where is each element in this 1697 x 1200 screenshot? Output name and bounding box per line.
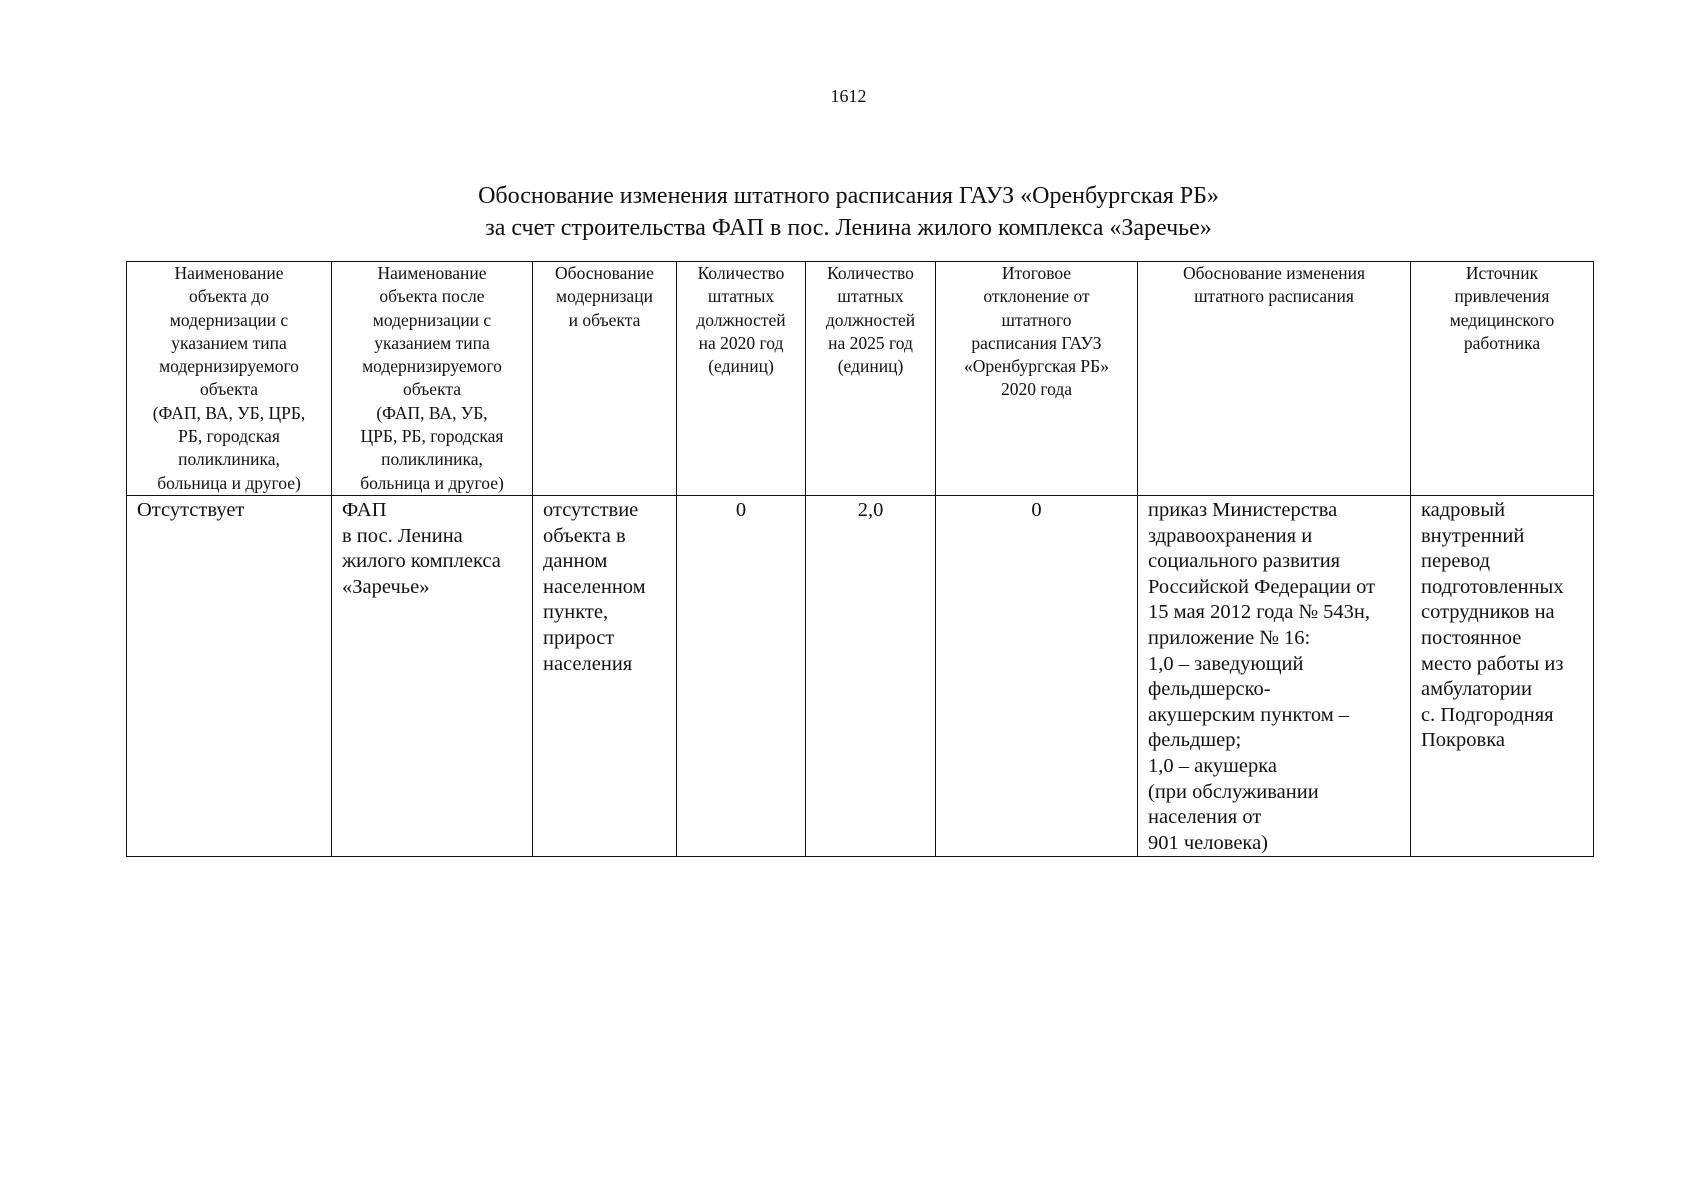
header-positions-2020-line: на 2020 год	[698, 332, 784, 353]
header-worker-source-line: медицинского	[1449, 309, 1555, 330]
cell-worker-source-line: место работы из	[1421, 652, 1564, 675]
header-object-before-line: объекта до	[189, 286, 269, 307]
header-total-deviation-line: 2020 года	[1000, 379, 1073, 400]
header-positions-2025	[806, 262, 936, 496]
header-object-after-line: (ФАП, ВА, УБ,	[376, 402, 488, 423]
cell-total-deviation: 0	[936, 496, 1138, 857]
header-positions-2025-line: (единиц)	[837, 356, 904, 377]
header-object-before-line: объекта	[200, 379, 258, 400]
header-object-before-line: модернизируемого	[159, 356, 299, 377]
header-object-before-line: больница и другое)	[157, 472, 301, 493]
header-positions-2025-line: Количество	[827, 263, 914, 283]
header-object-after-line: ЦРБ, РБ, городская	[360, 426, 504, 447]
header-modernization-justification-line: Обоснование	[555, 263, 654, 283]
header-change-basis-line: Обоснование изменения	[1182, 263, 1366, 283]
title-line-1: Обоснование изменения штатного расписания ГАУЗ «Оренбургская РБ»	[478, 183, 1219, 209]
header-positions-2020-line: должностей	[696, 309, 786, 330]
cell-modernization-justification-line: прирост	[543, 626, 615, 649]
cell-worker-source-line: внутренний	[1421, 524, 1525, 547]
cell-worker-source-line: амбулатории	[1421, 678, 1532, 701]
cell-object-before	[127, 496, 332, 857]
header-positions-2020	[677, 262, 806, 496]
cell-modernization-justification-line: пункте,	[543, 601, 609, 624]
cell-change-basis-line: приказ Министерства	[1148, 499, 1338, 521]
cell-worker-source-line: кадровый	[1421, 499, 1506, 521]
cell-object-after	[332, 496, 533, 857]
cell-worker-source-line: перевод	[1421, 550, 1491, 573]
header-object-after-line: модернизации с	[372, 309, 492, 330]
cell-change-basis-line: социального развития	[1148, 550, 1341, 573]
header-positions-2020-line: (единиц)	[708, 356, 774, 377]
header-worker-source-line: привлечения	[1454, 286, 1550, 307]
cell-object-after-line: жилого комплекса	[342, 550, 501, 573]
header-worker-source	[1411, 262, 1594, 496]
cell-modernization-justification-line: отсутствие	[543, 499, 639, 521]
header-worker-source-line: работника	[1463, 332, 1541, 353]
header-total-deviation-line: Итоговое	[1001, 263, 1072, 283]
cell-worker-source-line: с. Подгородняя	[1421, 703, 1554, 726]
cell-modernization-justification-line: объекта в	[543, 524, 626, 547]
header-total-deviation	[936, 262, 1138, 496]
cell-change-basis-line: фельдшер;	[1148, 729, 1242, 752]
header-change-basis	[1138, 262, 1411, 496]
cell-modernization-justification-line: населенном	[543, 575, 646, 598]
cell-object-after-line: ФАП	[342, 499, 387, 521]
cell-change-basis-line: акушерским пунктом –	[1148, 703, 1350, 726]
cell-change-basis-line: 1,0 – акушерка	[1148, 754, 1278, 777]
cell-worker-source-line: сотрудников на	[1421, 601, 1555, 624]
header-total-deviation-line: отклонение от	[983, 286, 1090, 307]
header-modernization-justification	[533, 262, 677, 496]
header-total-deviation-line: штатного	[1001, 309, 1072, 330]
cell-positions-2025: 2,0	[806, 496, 936, 857]
cell-change-basis-line: 901 человека)	[1148, 831, 1268, 854]
cell-change-basis-line: 15 мая 2012 года № 543н,	[1148, 601, 1370, 624]
cell-change-basis	[1138, 496, 1411, 857]
header-modernization-justification-line: и объекта	[568, 309, 641, 330]
title-line-2: за счет строительства ФАП в пос. Ленина жилого комплекса «Заречье»	[485, 215, 1212, 241]
cell-worker-source-line: подготовленных	[1421, 575, 1564, 598]
cell-change-basis-line: фельдшерско-	[1148, 678, 1271, 701]
header-positions-2025-line: должностей	[825, 309, 916, 330]
document-title	[0, 180, 1697, 244]
cell-change-basis-line: приложение № 16:	[1148, 626, 1311, 649]
header-object-before-line: указанием типа	[171, 332, 287, 353]
header-object-before	[127, 262, 332, 496]
header-object-before-line: Наименование	[174, 263, 284, 283]
cell-change-basis-line: Российской Федерации от	[1148, 575, 1376, 598]
header-object-before-line: поликлиника,	[178, 449, 280, 470]
staff-schedule-table	[126, 261, 1594, 857]
cell-object-after-line: в пос. Ленина	[342, 524, 463, 547]
header-object-before-line: (ФАП, ВА, УБ, ЦРБ,	[152, 402, 306, 423]
cell-object-after-line: «Заречье»	[342, 575, 430, 598]
cell-modernization-justification-line: данном	[543, 550, 608, 573]
cell-positions-2020: 0	[677, 496, 806, 857]
header-object-after-line: больница и другое)	[360, 472, 504, 493]
header-total-deviation-line: расписания ГАУЗ	[971, 332, 1102, 353]
cell-worker-source-line: постоянное	[1421, 626, 1522, 649]
header-modernization-justification-line: модернизаци	[556, 286, 653, 307]
cell-modernization-justification-line: населения	[543, 652, 633, 675]
cell-change-basis-line: населения от	[1148, 806, 1262, 829]
cell-modernization-justification	[533, 496, 677, 857]
header-object-after-line: объекта	[403, 379, 461, 400]
header-positions-2025-line: на 2025 год	[828, 332, 913, 353]
header-object-before-line: РБ, городская	[178, 426, 280, 447]
header-object-after-line: модернизируемого	[362, 356, 502, 377]
table-row	[127, 496, 1594, 857]
cell-change-basis-line: 1,0 – заведующий	[1148, 652, 1304, 675]
header-object-after-line: объекта после	[379, 286, 485, 307]
header-positions-2020-line: штатных	[707, 286, 775, 307]
header-object-before-line: модернизации с	[169, 309, 289, 330]
cell-worker-source-line: Покровка	[1421, 729, 1505, 752]
header-object-after-line: Наименование	[377, 263, 487, 283]
header-row	[127, 262, 1594, 496]
page-number: 1612	[830, 86, 867, 106]
header-total-deviation-line: «Оренбургская РБ»	[964, 356, 1109, 377]
cell-change-basis-line: здравоохранения и	[1148, 524, 1313, 547]
header-positions-2020-line: Количество	[697, 263, 785, 283]
header-positions-2025-line: штатных	[837, 286, 904, 307]
header-object-after	[332, 262, 533, 496]
header-object-after-line: поликлиника,	[381, 449, 483, 470]
cell-change-basis-line: (при обслуживании	[1148, 780, 1319, 803]
header-object-after-line: указанием типа	[374, 332, 490, 353]
cell-worker-source	[1411, 496, 1594, 857]
cell-object-before-line: Отсутствует	[137, 499, 245, 521]
header-change-basis-line: штатного расписания	[1194, 286, 1354, 307]
header-worker-source-line: Источник	[1465, 263, 1539, 283]
